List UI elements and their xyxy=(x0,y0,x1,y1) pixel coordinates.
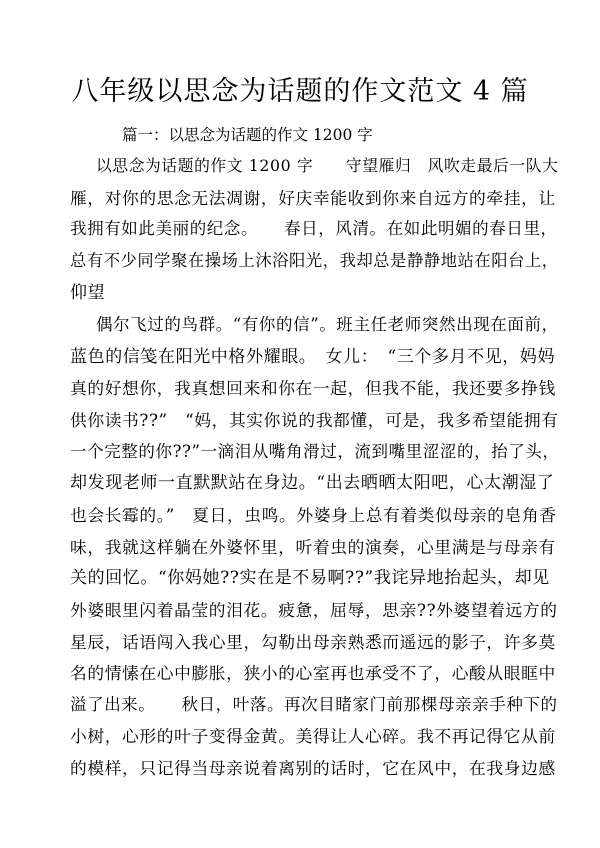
text-line: 的模样，只记得当母亲说着离别的话时，它在风中，在我身边感 xyxy=(70,758,556,778)
text-line: 小树，心形的叶子变得金黄。美得让人心碎。我不再记得它从前 xyxy=(70,726,556,746)
text-line: 星辰，话语闯入我心里，勾勒出母亲熟悉而遥远的影子，许多莫 xyxy=(70,632,556,652)
text-line: 蓝色的信笺在阳光中格外耀眼。 女儿： “三个多月不见，妈妈 xyxy=(70,347,556,367)
text-line: 一个完整的你??”一滴泪从嘴角滑过，流到嘴里涩涩的，抬了头， xyxy=(70,442,560,461)
document-title: 八年级以思念为话题的作文范文 4 篇 xyxy=(71,76,529,107)
text-line: 也会长霉的。” 夏日，虫鸣。外婆身上总有着类似母亲的皂角香 xyxy=(70,505,557,525)
text-line: 仰望 xyxy=(70,283,106,303)
text-line: 关的回忆。“你妈她??实在是不易啊??”我诧异地抬起头，却见 xyxy=(70,568,550,588)
text-line: 偶尔飞过的鸟群。“有你的信”。班主任老师突然出现在面前， xyxy=(96,315,559,334)
text-line: 名的情愫在心中膨胀，狭小的心室再也承受不了，心酸从眼眶中 xyxy=(70,663,556,683)
text-line: 却发现老师一直默默站在身边。“出去晒晒太阳吧，心太潮湿了 xyxy=(70,473,555,493)
text-line: 供你读书??” “妈，其实你说的我都懂，可是，我多希望能拥有 xyxy=(70,410,559,430)
text-line: 以思念为话题的作文 1200 字 守望雁归 风吹走最后一队大 xyxy=(96,156,559,175)
text-line: 味，我就这样躺在外婆怀里，听着虫的演奏，心里满是与母亲有 xyxy=(70,537,556,557)
text-line: 总有不少同学聚在操场上沐浴阳光，我却总是静静地站在阳台上， xyxy=(70,251,559,270)
text-line: 真的好想你，我真想回来和你在一起，但我不能，我还要多挣钱 xyxy=(70,378,556,398)
text-line: 我拥有如此美丽的纪念。 春日，风清。在如此明媚的春日里， xyxy=(70,219,558,238)
section-heading: 篇一：以思念为话题的作文 1200 字 xyxy=(122,126,373,144)
text-line: 雁，对你的思念无法凋谢，好庆幸能收到你来自远方的牵挂，让 xyxy=(70,188,556,208)
text-line: 溢了出来。 秋日，叶落。再次目睹家门前那棵母亲亲手种下的 xyxy=(70,695,558,714)
text-line: 外婆眼里闪着晶莹的泪花。疲惫，屈辱，思亲??外婆望着远方的 xyxy=(70,600,558,620)
